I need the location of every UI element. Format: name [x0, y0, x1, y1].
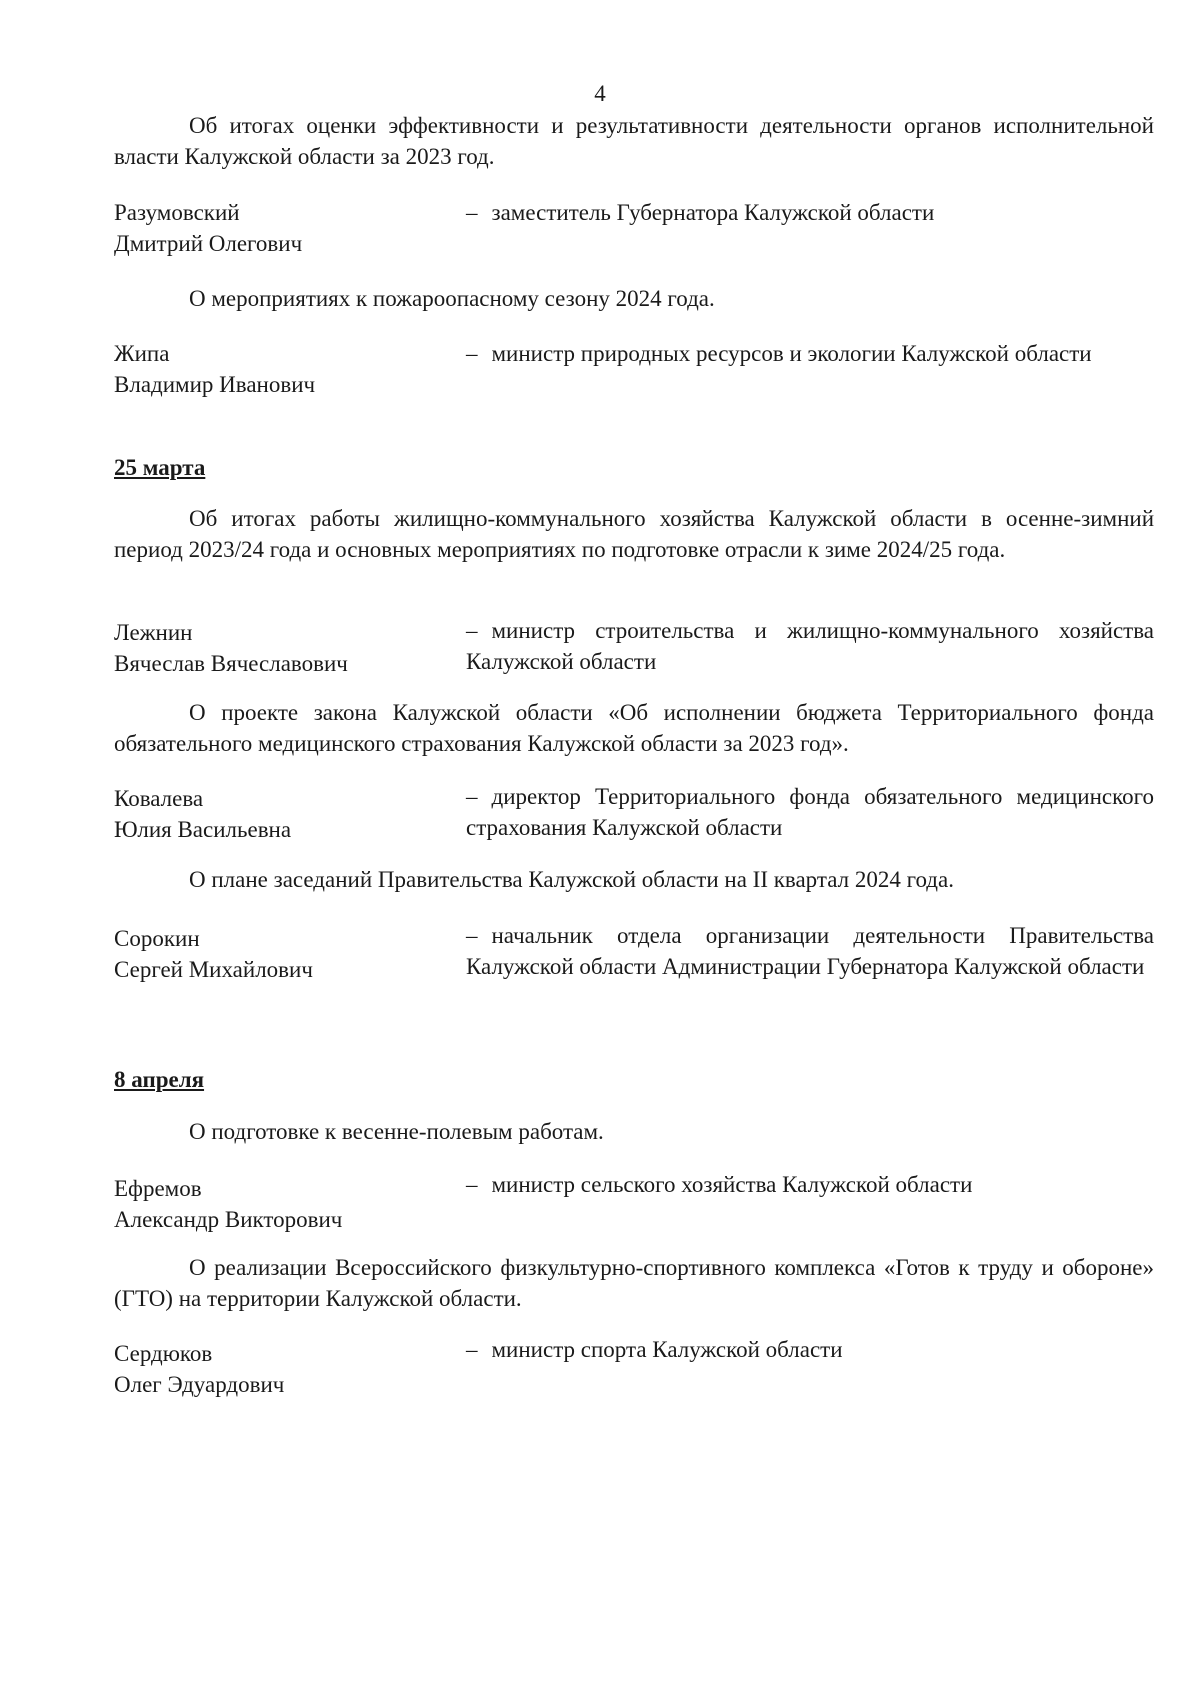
agenda-topic: О реализации Всероссийского физкультурно-спортивного комплекса «Готов к труду и обороне» (ГТО) на территории Калужской области. [114, 1255, 1154, 1311]
agenda-topic: Об итогах работы жилищно-коммунального хозяйства Калужской области в осенне-зимний период 2023/24 года и основных мероприятиях по подготовке отрасли к зиме 2024/25 года. [114, 506, 1154, 562]
role-text: министр природных ресурсов и экологии Калужской области [491, 341, 1092, 366]
role-text: заместитель Губернатора Калужской области [491, 200, 935, 225]
role-text: начальник отдела организации деятельности Правительства Калужской области Администрации Губернатора Калужской области [466, 923, 1154, 979]
speaker-name [114, 923, 434, 985]
speaker-surname: Разумовский [114, 200, 240, 225]
speaker-name [114, 1173, 434, 1235]
speaker-role [466, 781, 1154, 843]
speaker-surname: Лежнин [114, 620, 193, 645]
speaker-role [466, 338, 1154, 369]
speaker-role [466, 197, 1154, 228]
speaker-given-name: Сергей Михайлович [114, 957, 313, 982]
speaker-name [114, 1338, 434, 1400]
role-dash: – [466, 341, 478, 366]
speaker-surname: Жипа [114, 341, 170, 366]
speaker-role [466, 1334, 1154, 1365]
role-text: министр сельского хозяйства Калужской области [491, 1172, 973, 1197]
speaker-role [466, 920, 1154, 982]
speaker-surname: Ефремов [114, 1176, 202, 1201]
speaker-given-name: Юлия Васильевна [114, 817, 292, 842]
section-date-heading: 25 марта [114, 455, 206, 480]
speaker-surname: Сердюков [114, 1341, 213, 1366]
speaker-given-name: Владимир Иванович [114, 372, 316, 397]
role-text: министр строительства и жилищно-коммунального хозяйства Калужской области [466, 618, 1154, 674]
agenda-topic: О мероприятиях к пожароопасному сезону 2024 года. [189, 286, 715, 311]
speaker-given-name: Александр Викторович [114, 1207, 343, 1232]
section-date-heading: 8 апреля [114, 1067, 205, 1092]
role-dash: – [466, 200, 478, 225]
speaker-name [114, 783, 434, 845]
agenda-topic: О подготовке к весенне-полевым работам. [189, 1119, 604, 1144]
role-text: директор Территориального фонда обязательного медицинского страхования Калужской области [466, 784, 1154, 840]
speaker-name [114, 617, 434, 679]
speaker-given-name: Олег Эдуардович [114, 1372, 285, 1397]
agenda-topic: О проекте закона Калужской области «Об исполнении бюджета Территориального фонда обязательного медицинского страхования Калужской области за 2023 год». [114, 700, 1154, 756]
role-dash: – [466, 618, 478, 643]
speaker-given-name: Дмитрий Олегович [114, 231, 303, 256]
role-dash: – [466, 1172, 478, 1197]
agenda-topic: Об итогах оценки эффективности и результативности деятельности органов исполнительной власти Калужской области за 2023 год. [114, 113, 1154, 169]
role-dash: – [466, 1337, 478, 1362]
role-dash: – [466, 923, 478, 948]
agenda-topic: О плане заседаний Правительства Калужской области на II квартал 2024 года. [189, 867, 954, 892]
speaker-role [466, 615, 1154, 677]
speaker-surname: Сорокин [114, 926, 200, 951]
role-dash: – [466, 784, 478, 809]
page-number: 4 [594, 81, 606, 106]
speaker-name [114, 197, 434, 259]
speaker-role [466, 1169, 1154, 1200]
speaker-given-name: Вячеслав Вячеславович [114, 651, 348, 676]
speaker-name [114, 338, 434, 400]
role-text: министр спорта Калужской области [491, 1337, 843, 1362]
speaker-surname: Ковалева [114, 786, 204, 811]
